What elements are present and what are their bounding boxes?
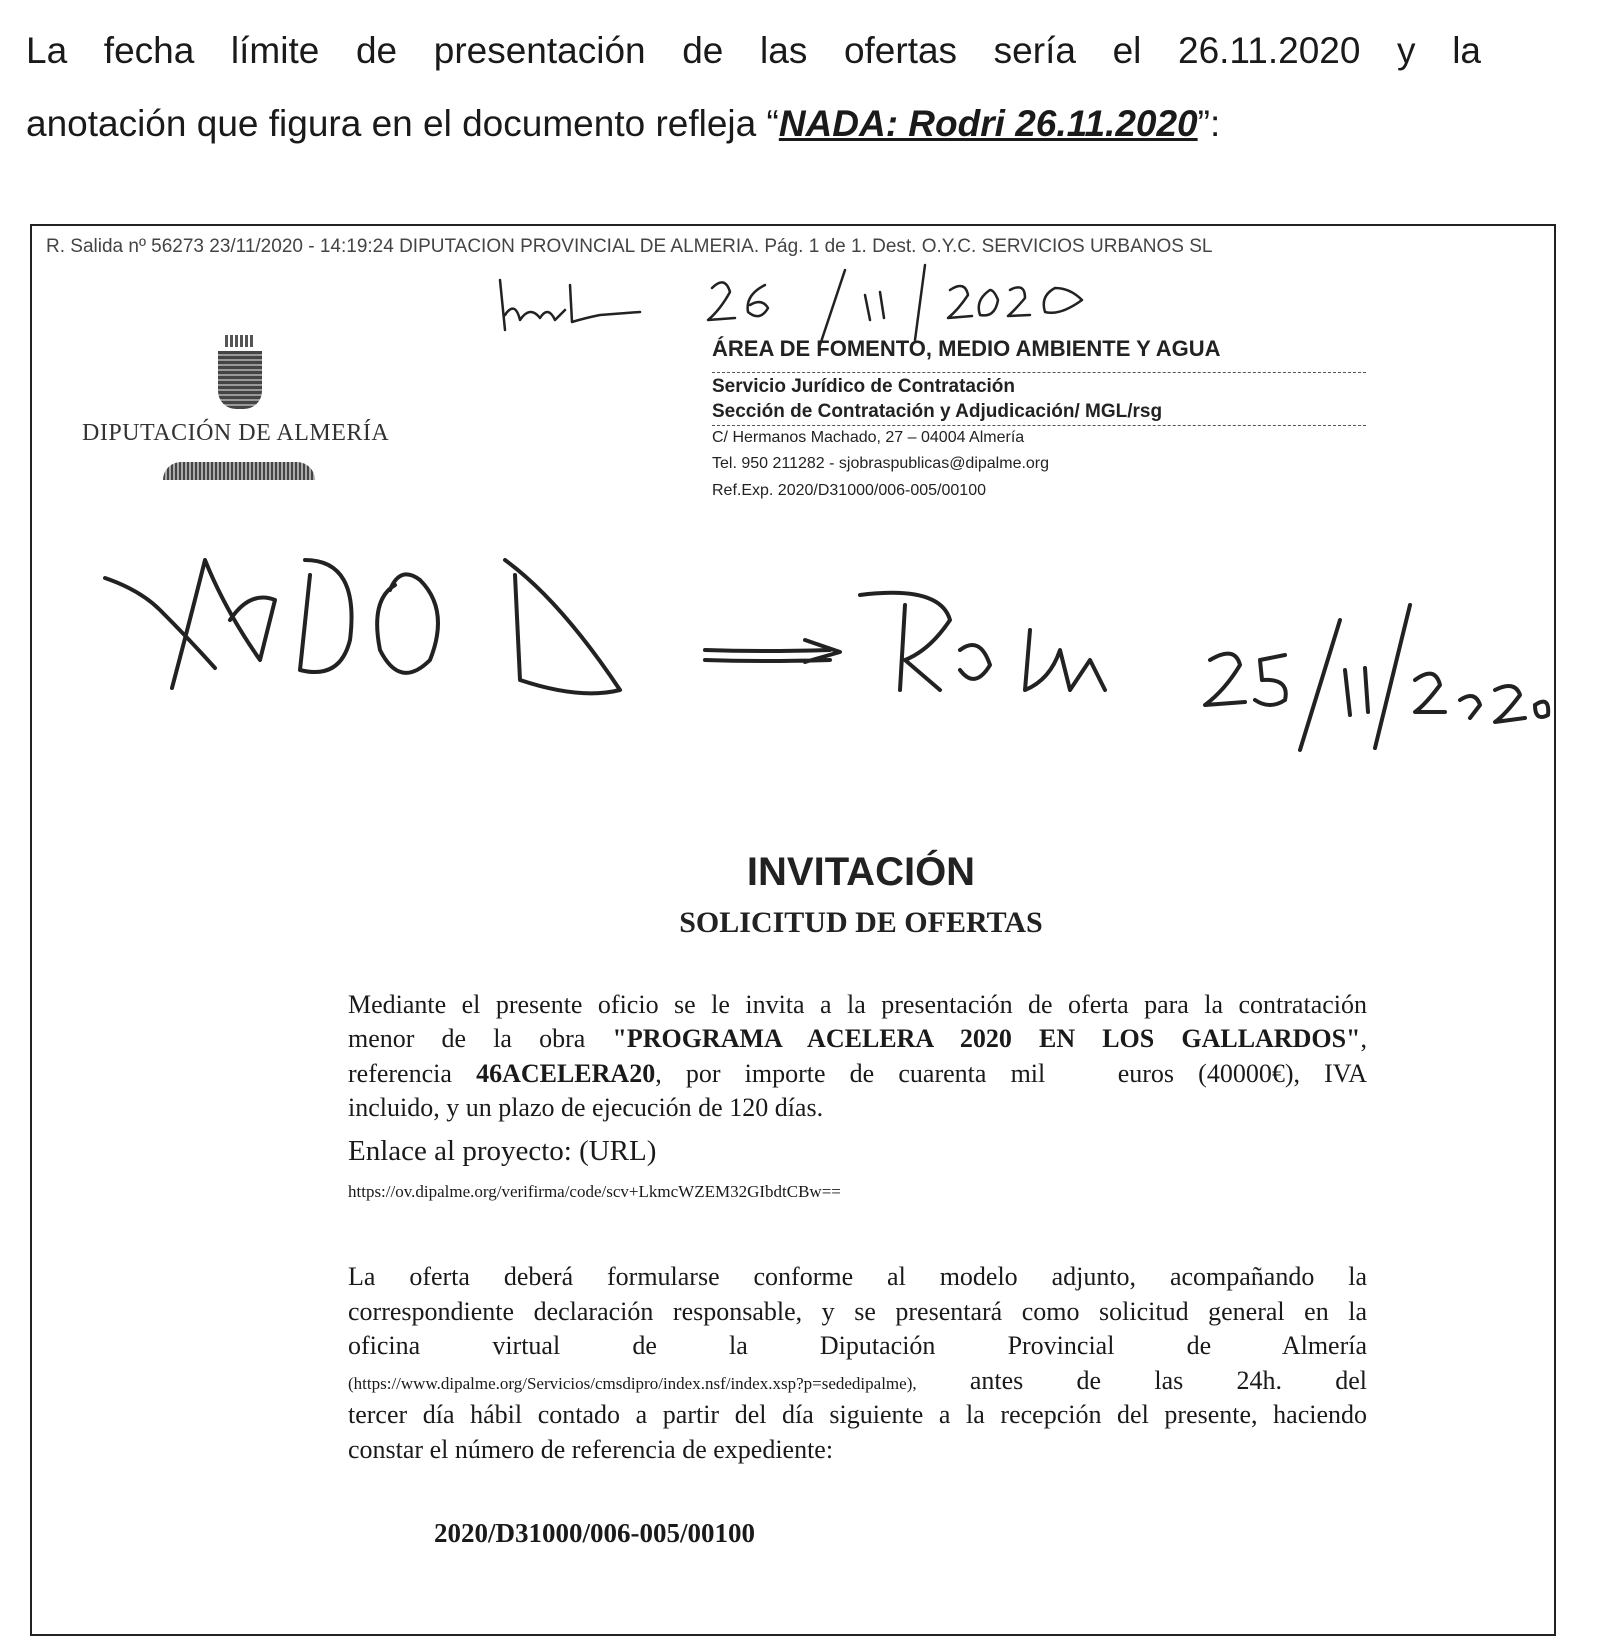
annotation-quote: NADA: Rodri 26.11.2020 — [778, 103, 1198, 144]
para1-line-2 — [348, 1024, 1367, 1054]
logo-text: DIPUTACIÓN DE ALMERÍA — [82, 420, 390, 446]
intro-line-2-prefix: anotación que figura en el documento refleja “ — [26, 103, 779, 144]
text: menor de la obra — [348, 1024, 613, 1053]
project-link-label: Enlace al proyecto: (URL) — [348, 1135, 657, 1167]
intro-line-2-suffix: ”: — [1197, 103, 1221, 144]
para2-line-5: tercer día hábil contado a partir del día siguiente a la recepción del presente, haciendo — [348, 1400, 1367, 1429]
para1-line-4: incluido, y un plazo de ejecución de 120 días. — [348, 1093, 824, 1122]
para2-line-1: La oferta deberá formularse conforme al modelo adjunto, acompañando la — [348, 1262, 1367, 1291]
text: referencia — [348, 1059, 477, 1088]
text: , por importe de cuarenta mil euros (40000€), IVA — [655, 1059, 1367, 1088]
department-service: Servicio Jurídico de Contratación — [712, 376, 1016, 397]
para2-line-3: oficina virtual de la Diputación Provincial de Almería — [348, 1331, 1367, 1360]
department-section: Sección de Contratación y Adjudicación/ MGL/rsg — [712, 401, 1163, 422]
department-ref: Ref.Exp. 2020/D31000/006-005/00100 — [712, 482, 986, 499]
document-title: INVITACIÓN — [746, 850, 976, 894]
para2-line-6: constar el número de referencia de expediente: — [348, 1435, 834, 1464]
sede-electronica-link[interactable]: (https://www.dipalme.org/Servicios/cmsdipro/index.nsf/index.xsp?p=sededipalme), — [348, 1374, 917, 1393]
handwritten-annotations — [0, 0, 1600, 800]
para1-line-3 — [348, 1059, 1367, 1089]
handwritten-nada-rodri-date — [105, 560, 1548, 750]
department-contact: Tel. 950 211282 - sjobraspublicas@dipalme.org — [712, 455, 1050, 472]
para2-line-2: correspondiente declaración responsable, y se presentará como solicitud general en la — [348, 1297, 1367, 1326]
project-name: "PROGRAMA ACELERA 2020 EN LOS GALLARDOS" — [612, 1024, 1361, 1053]
text: , — [1360, 1024, 1367, 1053]
para2-line-4 — [348, 1366, 1367, 1396]
project-reference: 46ACELERA20 — [476, 1059, 656, 1088]
handwritten-hasta-date — [500, 265, 1082, 345]
text: antes de las 24h. del — [969, 1366, 1368, 1395]
expediente-number: 2020/D31000/006-005/00100 — [434, 1518, 755, 1548]
document-subtitle: SOLICITUD DE OFERTAS — [679, 906, 1043, 939]
department-address: C/ Hermanos Machado, 27 – 04004 Almería — [712, 429, 1025, 446]
department-area: ÁREA DE FOMENTO, MEDIO AMBIENTE Y AGUA — [712, 336, 1221, 361]
project-link-url[interactable]: https://ov.dipalme.org/verifirma/code/scv+LkmcWZEM32GIbdtCBw== — [348, 1182, 841, 1201]
registry-header: R. Salida nº 56273 23/11/2020 - 14:19:24 DIPUTACION PROVINCIAL DE ALMERIA. Pág. 1 de 1. Dest. O.Y.C. SERVICIOS URBANOS SL — [46, 236, 1213, 257]
intro-line-1: La fecha límite de presentación de las ofertas sería el 26.11.2020 y la — [26, 30, 1481, 71]
para1-line-1: Mediante el presente oficio se le invita a la presentación de oferta para la contratación — [348, 990, 1367, 1019]
